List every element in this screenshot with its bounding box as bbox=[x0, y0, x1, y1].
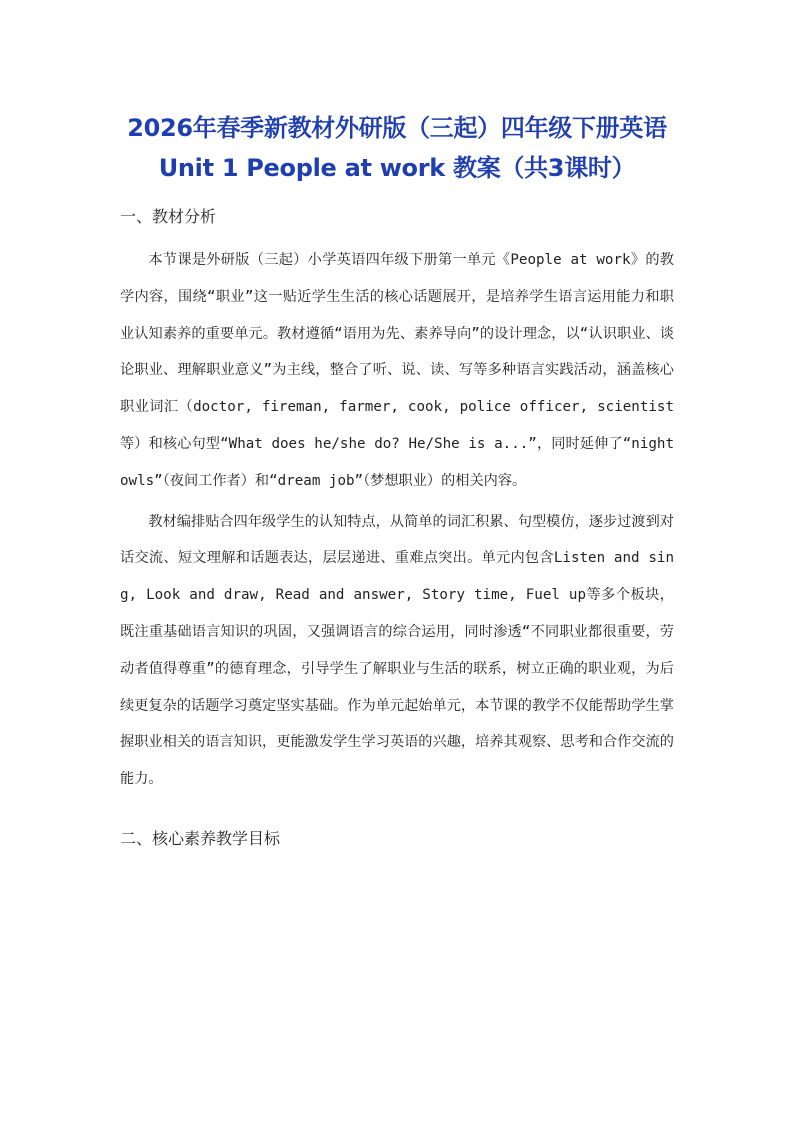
document-title bbox=[120, 108, 674, 188]
title-line-2: Unit 1 People at work 教案（共3课时） bbox=[158, 154, 636, 182]
title-line-1: 2026年春季新教材外研版（三起）四年级下册英语 bbox=[127, 114, 667, 142]
section-heading-textbook-analysis: 一、教材分析 bbox=[120, 207, 217, 226]
paragraph-2: 教材编排贴合四年级学生的认知特点，从简单的词汇积累、句型模仿，逐步过渡到对话交流、短文理解和话题表达，层层递进、重难点突出。单元内包含Listen and sing, Look and draw, Read and answer, Story time, Fuel up等多个板块，既注重基础语言知识的巩固，又强调语言的综合运用，同时渗透“不同职业都很重要，劳动者值得尊重”的德育理念，引导学生了解职业与生活的联系，树立正确的职业观，为后续更复杂的话题学习奠定坚实基础。作为单元起始单元，本节课的教学不仅能帮助学生掌握职业相关的语言知识，更能激发学生学习英语的兴趣，培养其观察、思考和合作交流的能力。 bbox=[120, 513, 674, 788]
section-heading-teaching-goals: 二、核心素养教学目标 bbox=[120, 828, 281, 848]
paragraph-1: 本节课是外研版（三起）小学英语四年级下册第一单元《People at work》的教学内容，围绕“职业”这一贴近学生生活的核心话题展开，是培养学生语言运用能力和职业认知素养的重要单元。教材遵循“语用为先、素养导向”的设计理念，以“认识职业、谈论职业、理解职业意义”为主线，整合了听、说、读、写等多种语言实践活动，涵盖核心职业词汇（doctor, fireman, farmer, cook, police officer, scientist等）和核心句型“What does he/she do? He/She is a...”，同时延伸了“night owls”（夜间工作者）和“dream job”（梦想职业）的相关内容。 bbox=[120, 252, 674, 489]
